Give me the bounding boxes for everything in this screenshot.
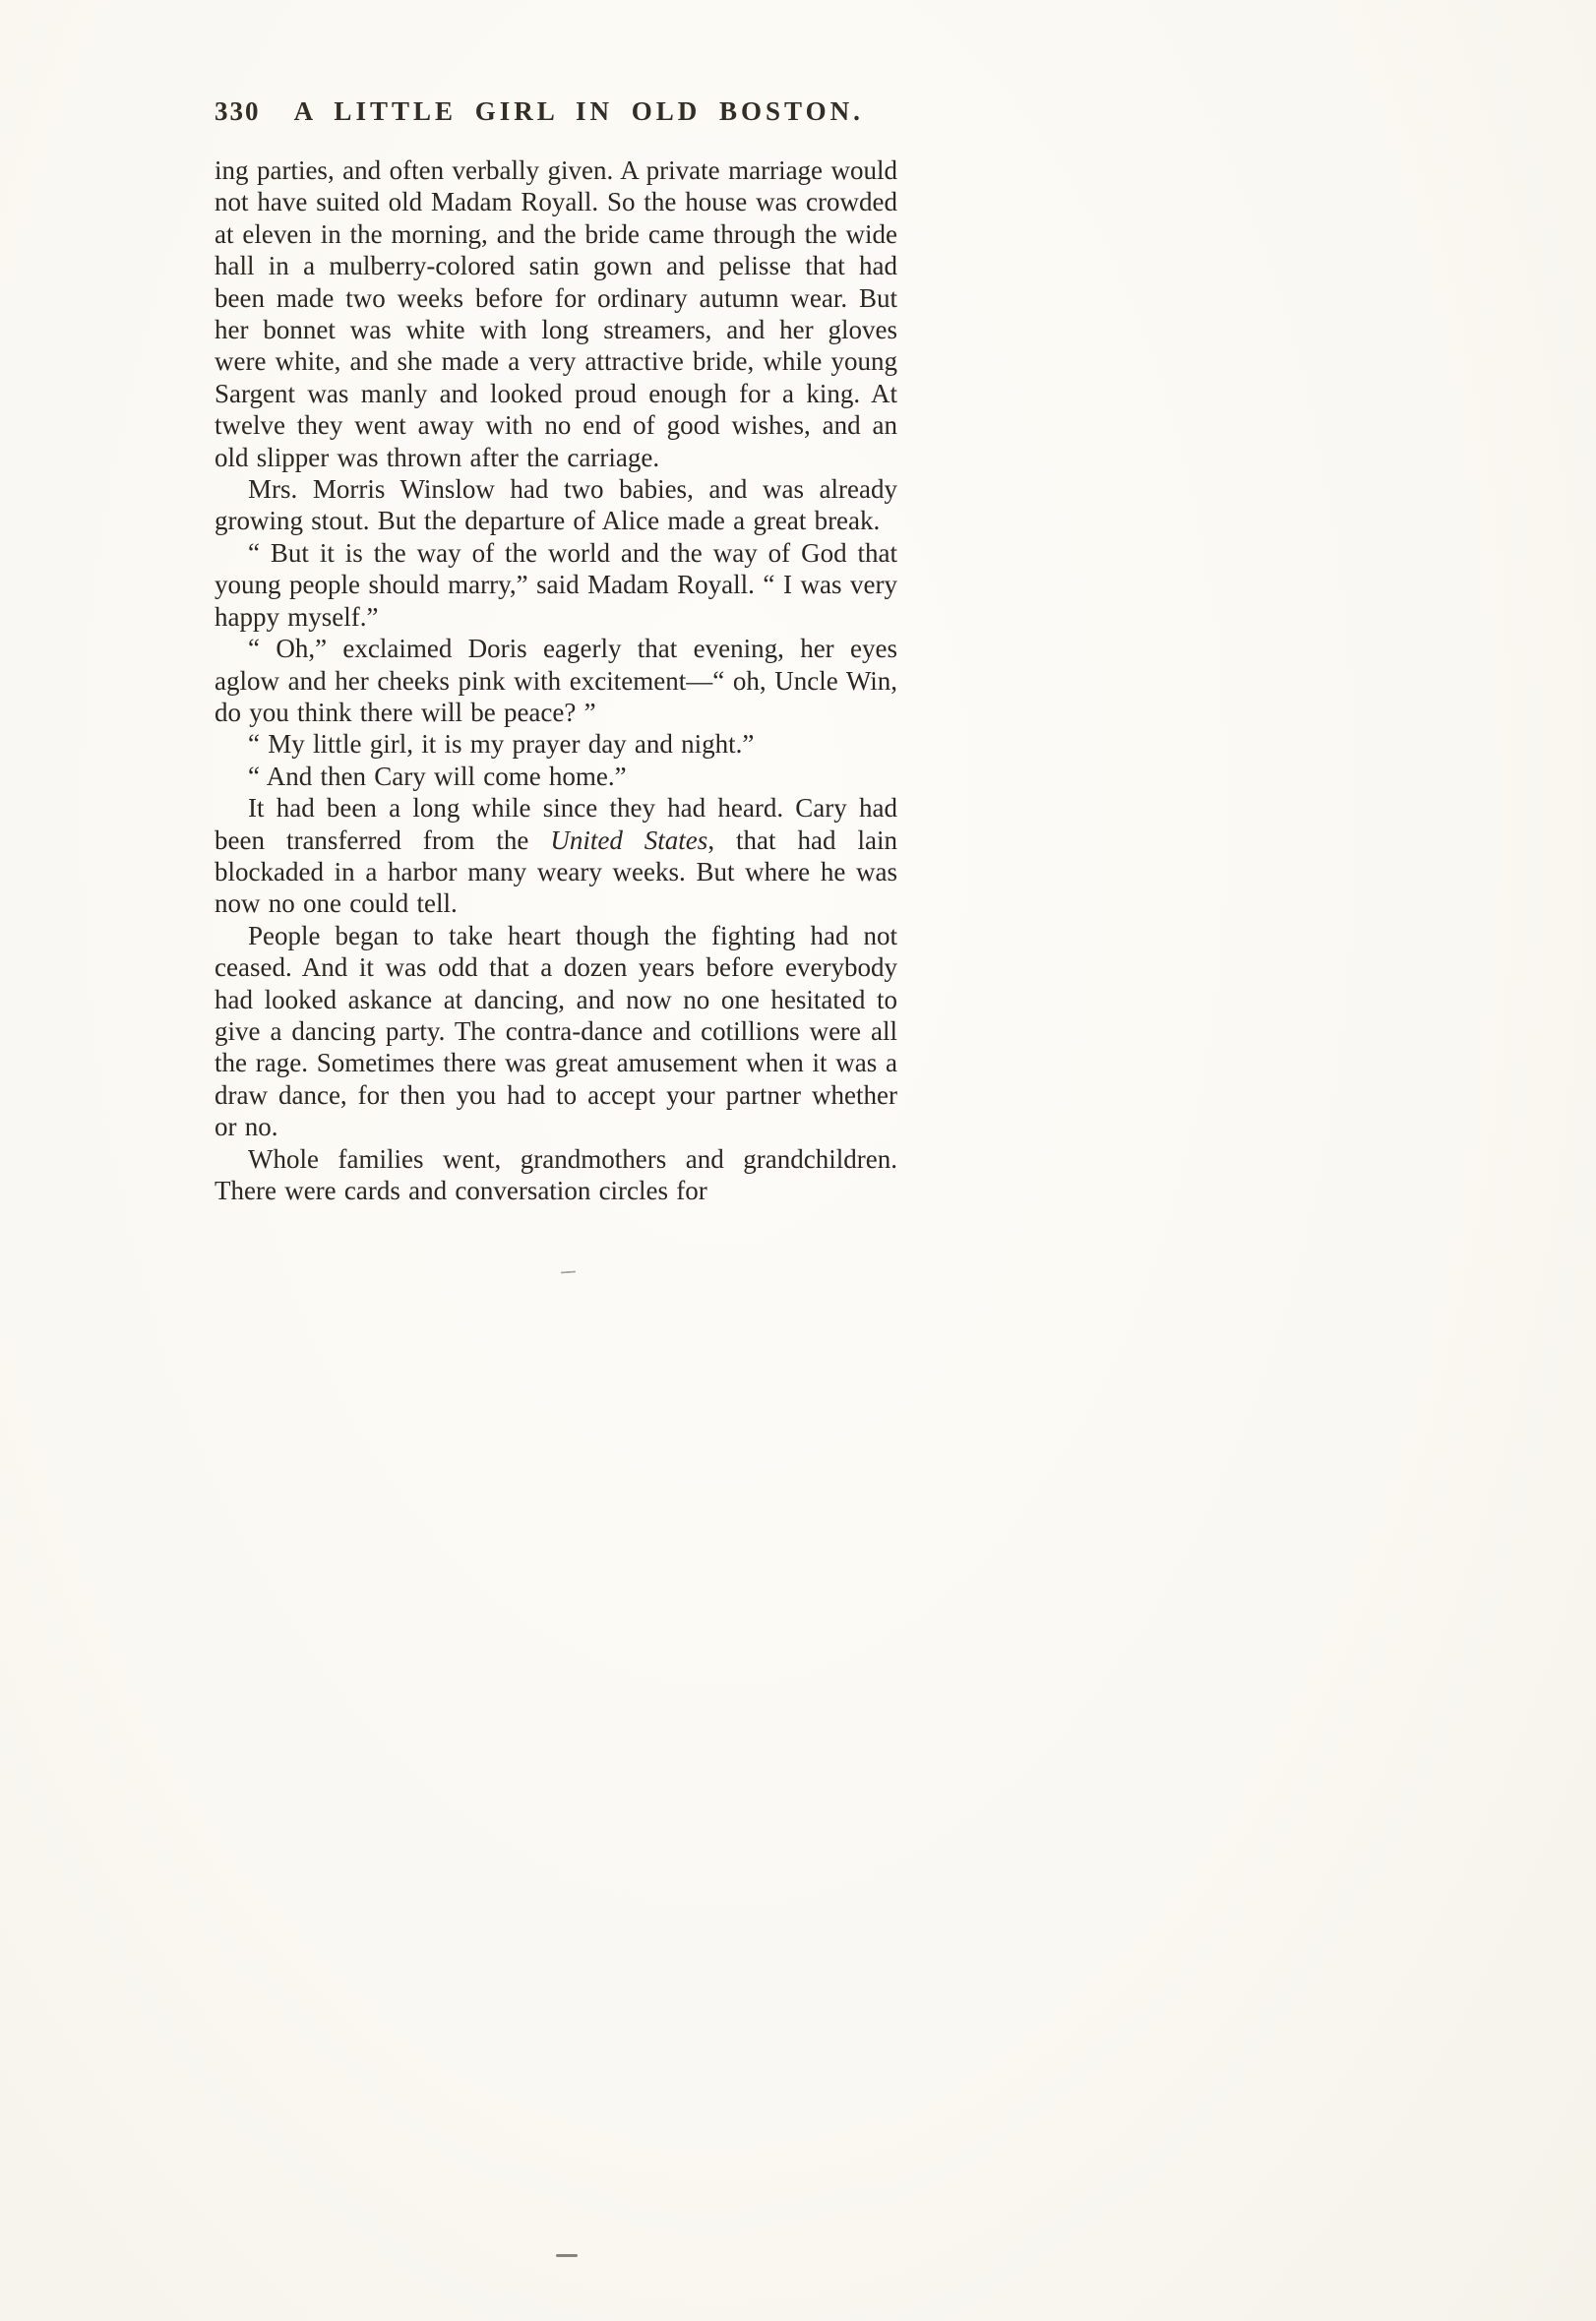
- scan-artifact: [556, 2254, 578, 2257]
- scan-artifact: [561, 1270, 576, 1273]
- paragraph-segment: It had been a long while since they had heard. Cary had been transferred from the: [215, 793, 897, 855]
- paragraph: [215, 792, 897, 920]
- paragraph: Whole families went, grandmothers and grandchildren. There were cards and conversation circles for: [215, 1143, 897, 1205]
- ship-name-italic: United States: [550, 825, 708, 855]
- paragraph-segment: , that had lain blockaded in a harbor many weary weeks. But where he was now no one could tell.: [215, 825, 897, 919]
- page-number: 330: [215, 96, 261, 126]
- page-header: [215, 96, 897, 127]
- paragraph: “ But it is the way of the world and the way of God that young people should marry,” said Madam Royall. “ I was very happy myself.”: [215, 537, 897, 632]
- paragraph: People began to take heart though the fighting had not ceased. And it was odd that a dozen years before everybody had looked askance at dancing, and now no one hesitated to give a dancing party. The contra-dance and cotillions were all the rage. Sometimes there was great amusement when it was a draw dance, for then you had to accept your partner whether or no.: [215, 920, 897, 1142]
- paragraph: “ And then Cary will come home.”: [248, 761, 627, 791]
- paragraph: ing parties, and often verbally given. A private marriage would not have suited old Madam Royall. So the house was crowded at eleven in the morning, and the bride came through the wide hall in a mulberry-colored satin gown and pelisse that had been made two weeks before for ordinary autumn wear. But her bonnet was white with long streamers, and her gloves were white, and she made a very attractive bride, while young Sargent was manly and looked proud enough for a king. At twelve they went away with no end of good wishes, and an old slipper was thrown after the carriage.: [215, 155, 897, 472]
- text-block: [215, 96, 897, 1206]
- paragraph: “ My little girl, it is my prayer day and night.”: [248, 729, 755, 760]
- paragraph: Mrs. Morris Winslow had two babies, and was already growing stout. But the departure of Alice made a great break.: [215, 474, 897, 536]
- running-title: A LITTLE GIRL IN OLD BOSTON.: [293, 96, 864, 126]
- paragraph: “ Oh,” exclaimed Doris eagerly that evening, her eyes aglow and her cheeks pink with excitement—“ oh, Uncle Win, do you think there will be peace? ”: [215, 634, 897, 727]
